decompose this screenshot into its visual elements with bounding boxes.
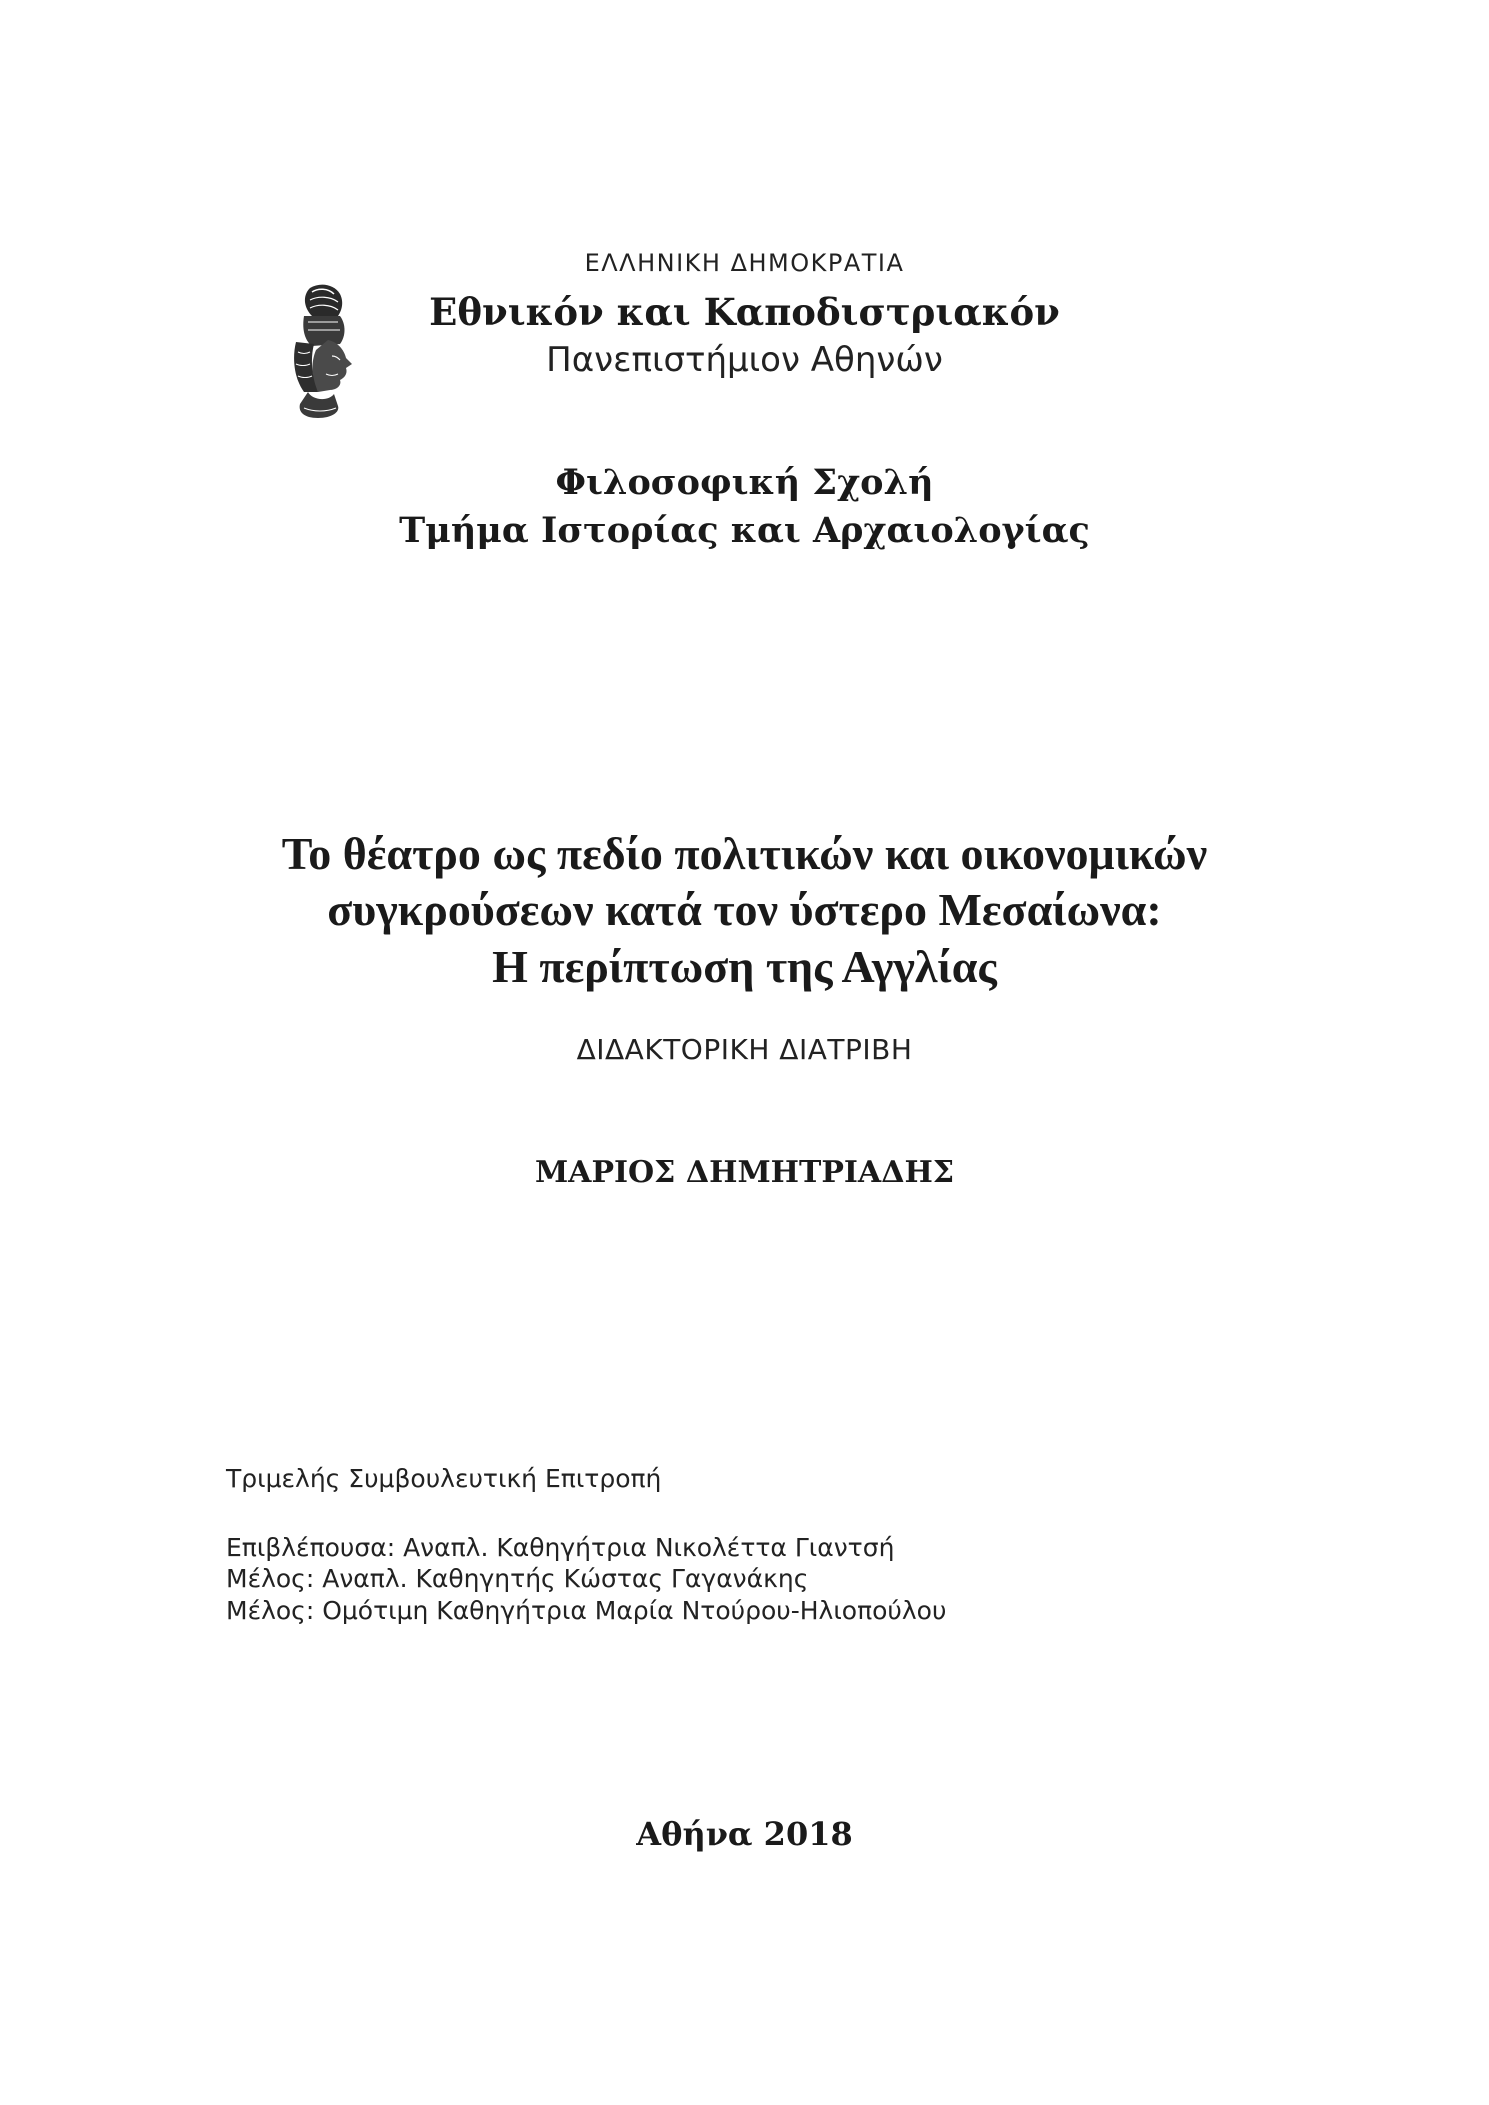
school-name: Φιλοσοφική Σχολή — [555, 462, 934, 503]
university-name: Εθνικόν και Καποδιστριακόν — [429, 290, 1060, 334]
committee-heading: Τριμελής Συμβουλευτική Επιτροπή — [226, 1464, 662, 1493]
author-name: ΜΑΡΙΟΣ ΔΗΜΗΤΡΙΑΔΗΣ — [534, 1155, 955, 1190]
thesis-title-line: Το θέατρο ως πεδίο πολιτικών και οικονομικών — [281, 828, 1208, 879]
thesis-title-line: συγκρούσεων κατά τον ύστερο Μεσαίωνα: — [327, 884, 1162, 935]
committee-member: Μέλος: Ομότιμη Καθηγήτρια Μαρία Ντούρου-Ηλιοπούλου — [226, 1596, 947, 1625]
thesis-title-line: Η περίπτωση της Αγγλίας — [492, 941, 997, 992]
republic-label: ΕΛΛΗΝΙΚΗ ΔΗΜΟΚΡΑΤΙΑ — [584, 249, 905, 277]
committee-member: Επιβλέπουσα: Αναπλ. Καθηγήτρια Νικολέττα Γιαντσή — [226, 1533, 895, 1562]
department-name: Τμήμα Ιστορίας και Αρχαιολογίας — [399, 510, 1090, 551]
thesis-type: ΔΙΔΑΚΤΟΡΙΚΗ ΔΙΑΤΡΙΒΗ — [576, 1033, 913, 1066]
university-subtitle: Πανεπιστήμιον Αθηνών — [546, 340, 943, 380]
committee-member: Μέλος: Αναπλ. Καθηγητής Κώστας Γαγανάκης — [226, 1564, 809, 1593]
place-and-year: Αθήνα 2018 — [636, 1815, 853, 1853]
